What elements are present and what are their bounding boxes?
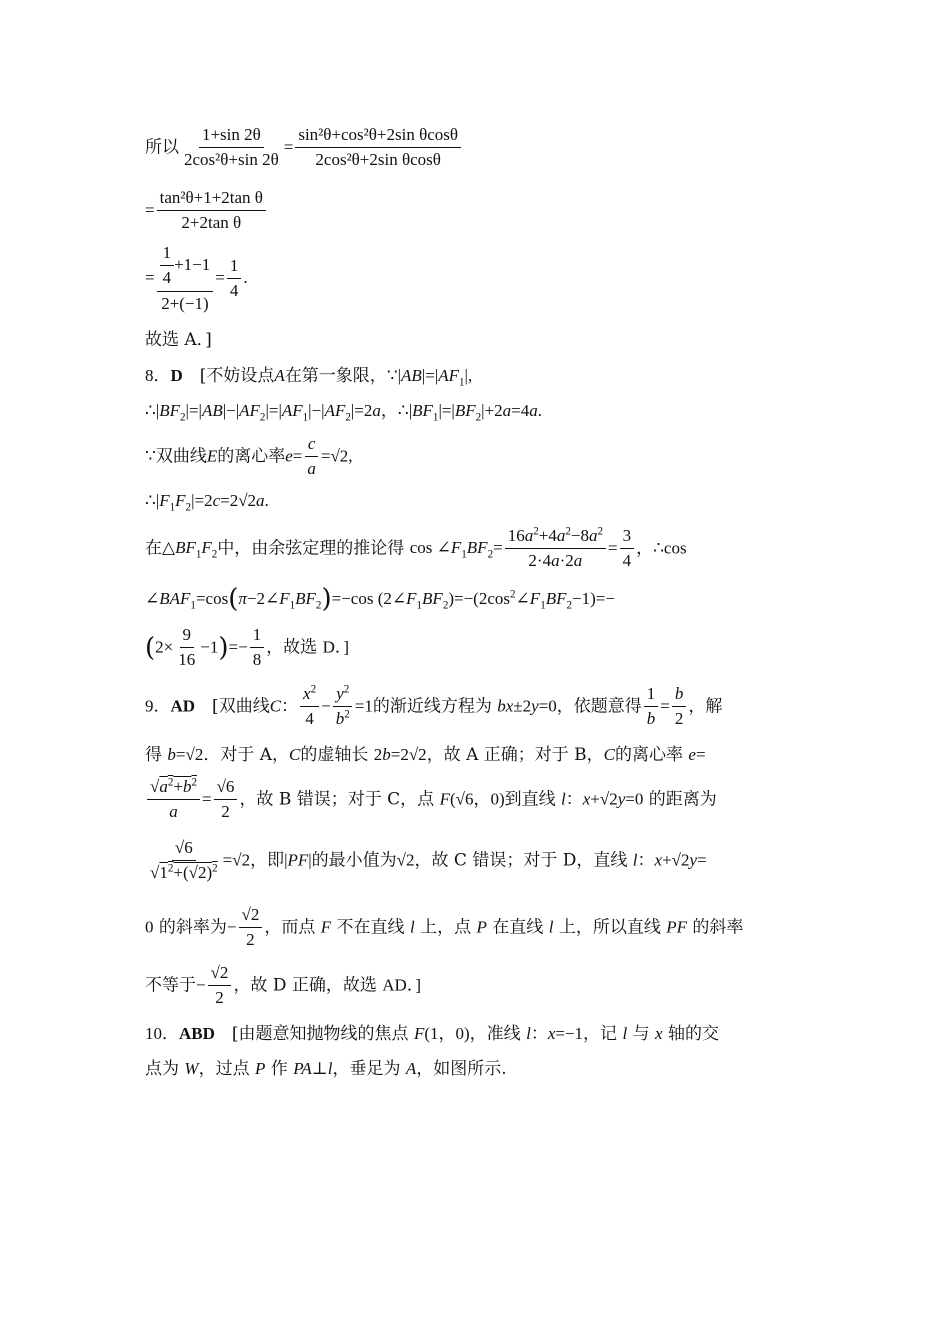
p8-line1: 8．D [不妨设点A在第一象限，$\because|AB|=|AF_1|$,: [145, 366, 473, 389]
p7-eq-line2: = $\frac{\text{tan²θ+1+2tan θ}}{\text{2+2tan θ}}$: [145, 188, 810, 234]
p8-line6: $\angle BAF_1=\cos(\pi-2\angle F_1BF_2)=-\cos$ $(2\angle F_1BF_2)=-(2\cos^2\angle F_1BF_2-1)=-$: [145, 584, 615, 614]
p9-line1: 9．AD [双曲线C： $\frac{x^2}{4}$ − $\frac{y^2}{b^2}$ =1的渐近线方程为 bx±2y=0，依题意得 $\frac{1}{b}$ = $\frac{b}{2}$ ，解: [145, 683, 723, 729]
p10-line1: 10．ABD [由题意知抛物线的焦点 F(1，0)，准线 l：x=−1，记 l 与 x 轴的交: [145, 1024, 719, 1044]
p7-eq-line1: 所以 $\frac{1+\sin 2\theta}{\text{2cos²θ+sin 2θ}}$ = $\frac{\text{sin²θ+cos²θ+2sin θcosθ}}{\text{2cos²θ+2sin θcosθ}}$: [145, 125, 810, 171]
p8-line7: (2× $\frac{9}{16}$ −1)=− $\frac{1}{8}$ ，故选 D．]: [145, 625, 350, 670]
p9-line2: 得 b=√2．对于 A，C的虚轴长 2b=2√2，故 A 正确；对于 B，C的离心率 e=: [145, 745, 706, 765]
p10-line2: 点为 W，过点 P 作 PA⊥l，垂足为 A，如图所示.: [145, 1059, 507, 1079]
p8-line2: $\therefore|BF_2|=|AB|-|AF_2|=|AF_1|-|AF_2|=2a$，$\therefore|BF_1|=|BF_2|+2a=4a$.: [145, 401, 542, 424]
p7-eq-line3: = $\frac{1}{4}$ +1−1 2+(−1) = $\frac{1}{4}$ .: [145, 243, 248, 313]
p7-conclusion: 故选 A．]: [145, 330, 212, 350]
p9-line4: $\frac{√6}{√1^2+(√2)^2}$ =√2，即|PF|的最小值为√2，故 C 错误；对于 D，直线 l：x+√2y=: [150, 838, 707, 883]
p8-line5: 在$\triangle BF_1F_2$中，由余弦定理的推论得 $\cos \angle F_1BF_2=$ $\frac{16a^2+4a^2-8a^2}{2\cdot 4a\cdot 2a}$ = $\frac{3}{4}$ ，∴cos: [145, 525, 687, 571]
p8-line3: ∵双曲线E的离心率e= $\frac{c}{a}$ =√2,: [145, 434, 353, 479]
p8-line4: $\therefore|F_1F_2|=2c=2√2a$.: [145, 491, 269, 514]
p9-line6: 不等于− $\frac{√2}{2}$ ，故 D 正确，故选 AD．]: [145, 963, 421, 1008]
p9-line3: $\frac{√a^2+b^2}{a}$ = $\frac{√6}{2}$ ，故 B 错误；对于 C，点 F(√6，0)到直线 l：x+√2y=0 的距离为: [145, 777, 810, 823]
p9-line5: 0 的斜率为− $\frac{√2}{2}$ ，而点 F 不在直线 l 上，点 P 在直线 l 上，所以直线 PF 的斜率: [145, 905, 744, 950]
